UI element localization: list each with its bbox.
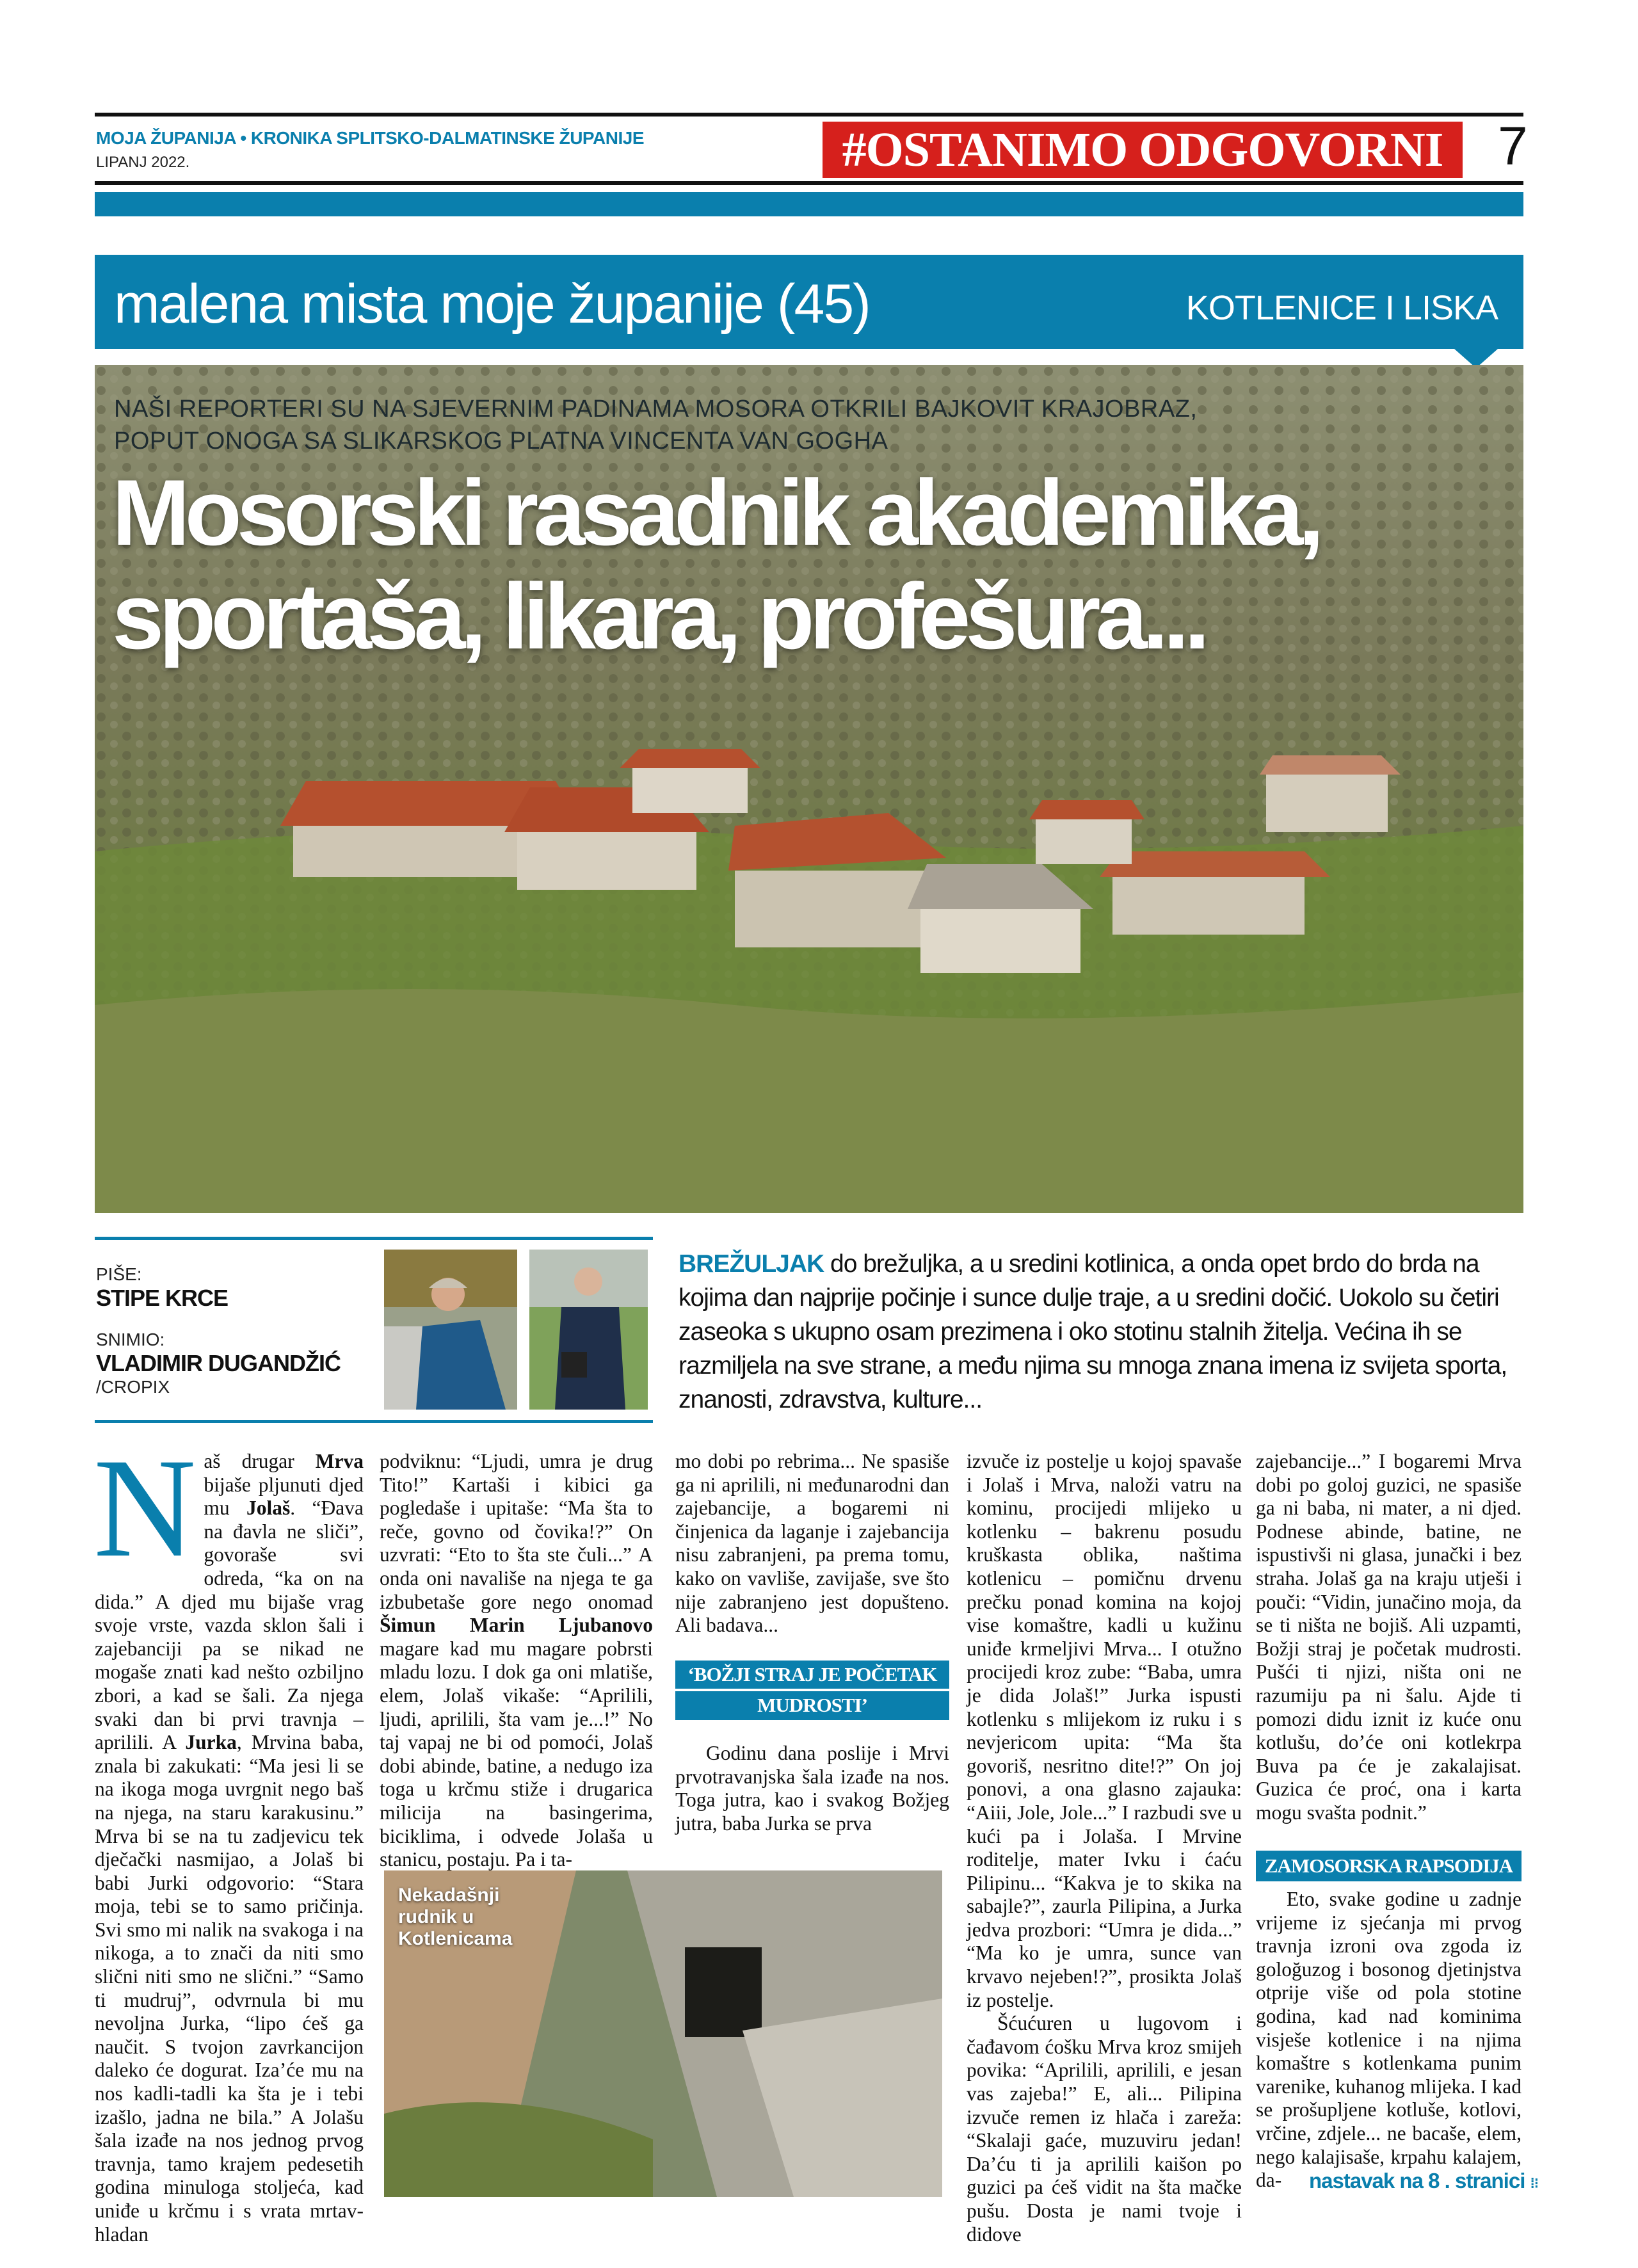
agency: /CROPIX — [96, 1377, 170, 1397]
text-run: , Mrvina baba, znala bi zakukati: “Ma jesi li se na ikoga moga uvrgnit nego baš na njega, na staru karakusinu.” Mrva bi se na tu zadjevicu tek dječački nasmijao, a Jolaš bi babi Jurki odgovorio: “Stara moja, tebi se to samo pričinja. Svi smo mi nalik na svakoga i na nikoga, a to znači da niti smo slični niti smo ne slični.” “Samo ti mudruj”, odvrnula bi mu nevoljna Jurka, “lipo ćeš ga naučit. S tvojon zavrkancijon daleko će dogurat. Iza’će mu na nos kadli-tadli ka šta je i tebi izašlo, jadna ne bila.” A Jolašu šala izađe na nos jednog prvog travnja, tamo krajem pedesetih godina minuloga stoljeća, kad uniđe u krčmu i s vrata mrtav-hladan — [95, 1731, 364, 2246]
photographer-label: SNIMIO: — [96, 1330, 165, 1349]
headline — [112, 461, 1319, 668]
text-run: Eto, svake godine u zadnje vrijeme iz sjećanja mi prvog travnja izroni ova zgoda iz goloğuzog i bosonog djetinjstva otprije više od pola stotine godina, kad nad kominima visješe kotlenice i na njima komaštre s kotlenkama punim varenike, kuhanog mlijeka. I kad se prošupljene kotluše, kotlovi, vrčine, zdjele... ne bacaše, elem, nego kalajisaše, krpahu kalajem, da- — [1256, 1888, 1522, 2192]
paragraph — [675, 1450, 949, 1637]
text-run: magare kad mu magare pobrsti mladu lozu. I dok ga oni mlatiše, elem, Jolaš vikaše: “Aprilili, ljudi, aprilili, šta vam je...!” No taj vapaj ne bi od pomoći, Jolaš dobi abinde, batine, a nedugo iza toga u krčmu stiže i drugarica milicija na basingerima, biciklima, i odvede Jolaša u stanicu, postaju. Pa i ta- — [380, 1637, 653, 1871]
text-run: izvuče iz postelje u kojoj spavaše i Jolaš i Mrva, naloži vatru na kominu, procijedi mlijeko u kotlenku – bakrenu posudu kruškasta oblika, naštima kotlenicu – pomičnu drvenu prečku ponad komina na kojoj vise komaštre, kadli u kužinu uniđe krmeljivi Mrva... I otužno procijedi kroz zube: “Baba, umra je dida Jolaš!” Jurka ispusti kotlenku s mlijekom iz ruku i s nevjericom upita: “Ma šta govoriš, nesritno dite!?” On joj ponovi, a ona glasno zajauka: “Aiii, Jole, Jole...” I razbudi sve u kući pa i Jolaša. I Mrvine roditelje, mater Ivku i ćaću Pilipinu... “Kakva je to skika na sabajle?”, zaurla Pilipina, a Jurka jedva prozbori: “Umra je dida...” “Ma ko je umra, sunce van krvavo nejeben!?”, prosikta Jolaš iz postelje. — [967, 1450, 1242, 2011]
caption-line: Kotlenicama — [398, 1928, 513, 1949]
photo-caption — [398, 1885, 512, 1950]
lead-paragraph — [678, 1247, 1511, 1417]
subhead-line: MUDROSTI’ — [757, 1694, 867, 1717]
writer-portrait — [384, 1250, 517, 1410]
bold-name: Jurka — [185, 1731, 237, 1754]
issue-date: LIPANJ 2022. — [96, 154, 190, 171]
subhead-bozji-straj — [675, 1661, 949, 1720]
series-band — [95, 255, 1523, 349]
accent-bar — [95, 192, 1523, 216]
bold-name: Jolaš — [246, 1497, 291, 1520]
section-name: MOJA ŽUPANIJA • KRONIKA SPLITSKO-DALMATINSKE ŽUPANIJE — [96, 128, 644, 148]
byline-bottom-rule — [95, 1420, 653, 1423]
text-run: Šćućuren u lugovom i čađavom ćošku Mrva kroz smijeh povika: “Aprilili, aprilili, e jesan vas zajeba!” E, ali... Pilipina izvuče remen iz hlača i zareža: “Skalaji gaće, muzuviru jedan! Da’ću ti ja aprilili kaišon po guzici pa ćeš vidit na šta mačke pušu. Dosta je nami tvoje i didove — [967, 2012, 1242, 2246]
series-title: malena mista moje županije (45) — [114, 273, 870, 335]
text-run: . “Đava na đavla ne sliči”, govoraše svi odreda, “ka on na dida.” A djed mu bijaše vrag svoje vrste, vazda sklon šali i zajebanciji pa se nikad ne mogaše znati kad nešto ozbiljno zbori, a kad se šali. Za njega svaki dan bi prvi travnja – aprilili. A — [95, 1497, 364, 1754]
writer-label: PIŠE: — [96, 1264, 142, 1284]
caption-line: Nekadašnji — [398, 1885, 500, 1906]
campaign-banner: #OSTANIMO ODGOVORNI — [823, 122, 1463, 178]
continued-text[interactable]: nastavak na 8 . stranici — [1309, 2169, 1525, 2192]
writer-name: STIPE KRCE — [96, 1285, 229, 1311]
bold-name: Mrva — [315, 1450, 364, 1472]
byline-top-rule — [95, 1237, 653, 1240]
text-run: bijaše pljunuti djed mu — [204, 1473, 364, 1520]
kicker — [114, 393, 1197, 457]
headline-line: Mosorski rasadnik akademika, — [112, 460, 1319, 565]
top-rule — [95, 113, 1523, 117]
mine-photo — [384, 1870, 942, 2197]
photographer-name: VLADIMIR DUGANDŽIĆ — [96, 1350, 341, 1376]
lead-word: BREŽULJAK — [678, 1250, 824, 1278]
text-run: podviknu: “Ljudi, umra je drug Tito!” Kartaši i kibici ga pogledaše i upitaše: “Ma šta to reče, govno od čovika!?” On uzvrati: “Eto to šta ste čuli...” A onda oni navališe na njega te ga izbubetaše gore nego onomad — [380, 1450, 653, 1613]
headline-line: sportaša, likara, profešura... — [112, 564, 1205, 668]
byline — [96, 1264, 341, 1397]
page-number: 7 — [1498, 116, 1528, 176]
place-name: KOTLENICE I LISKA — [1185, 289, 1498, 327]
bold-name: Šimun Marin Ljubanovo — [380, 1614, 653, 1637]
paragraph — [1256, 1888, 1522, 2192]
article-column-1 — [93, 1429, 364, 2246]
paragraph — [967, 1450, 1242, 2012]
article-column-2 — [380, 1450, 653, 1871]
kicker-line: POPUT ONOGA SA SLIKARSKOG PLATNA VINCENTA VAN GOGHA — [114, 428, 888, 454]
caption-line: rudnik u — [398, 1906, 474, 1927]
subhead-zamosorska-rapsodija: ZAMOSORSKA RAPSODIJA — [1256, 1851, 1522, 1882]
subhead-line: ‘BOŽJI STRAJ JE POČETAK — [675, 1661, 949, 1692]
photographer-portrait — [529, 1250, 648, 1410]
text-run: Godinu dana poslije i Mrvi prvotravanjska šala izađe na nos. Toga jutra, kao i svakog Božjeg jutra, baba Jurka se prva — [675, 1741, 949, 1835]
kicker-line: NAŠI REPORTERI SU NA SJEVERNIM PADINAMA MOSORA OTKRILI BAJKOVIT KRAJOBRAZ, — [114, 396, 1198, 422]
header-bottom-rule — [95, 181, 1523, 185]
article-column-4 — [967, 1450, 1242, 2246]
lead-text: do brežuljka, a u sredini kotlinica, a onda opet brdo do brda na kojima dan najprije počinje i sunce dulje traje, a u sredini dočić. Uokolo su četiri zaseoka s ukupno osam prezimena i oko stotinu stalnih žitelja. Većina ih se razmiljela na sve strane, a među njima su mnoga znana imena iz svijeta sporta, znanosti, zdravstva, kulture... — [678, 1250, 1507, 1413]
paragraph — [675, 1742, 949, 1835]
arrow-dots-icon: ⁞⁝ — [1530, 2175, 1538, 2191]
paragraph — [380, 1450, 653, 1872]
text-run: aš drugar — [204, 1450, 316, 1472]
text-run: mo dobi po rebrima... Ne spasiše ga ni aprilili, ni međunarodni dan zajebancije, a bogaremi ni činjenica da laganje i zajebancija nisu zabranjeni, pa prema tomu, kako on vavliše, zavijaše, sve što nije zabranjeno jest dopušteno. Ali badava... — [675, 1450, 949, 1637]
paragraph — [967, 2012, 1242, 2246]
paragraph — [1256, 1450, 1522, 1825]
article-column-3 — [675, 1450, 949, 1860]
text-run: zajebancije...” I bogaremi Mrva dobi po goloj guzici, ne spasiše ga ni baba, ni mater, a ni djed. Podnese abinde, batine, ne ispustivši ni glasa, junački i bez straha. Jolaš ga na kraju utješi i pouči: “Vidin, junačino moja, da se ti ništa ne bojiš. Ali uzpamti, Božji straj je početak mudrosti. Pušći ti njizi, ništa oni ne razumiju pa ni šalu. Ajde ti pomozi didu iznit iz kuće onu kotlušu, do’će oni kotlekrpa Buva pa će je zakalajisat. Guzica će proć, ona i karta mogu svašta podnit.” — [1256, 1450, 1522, 1824]
drop-cap: N — [93, 1429, 197, 1587]
continued-link[interactable] — [1309, 2169, 1538, 2193]
